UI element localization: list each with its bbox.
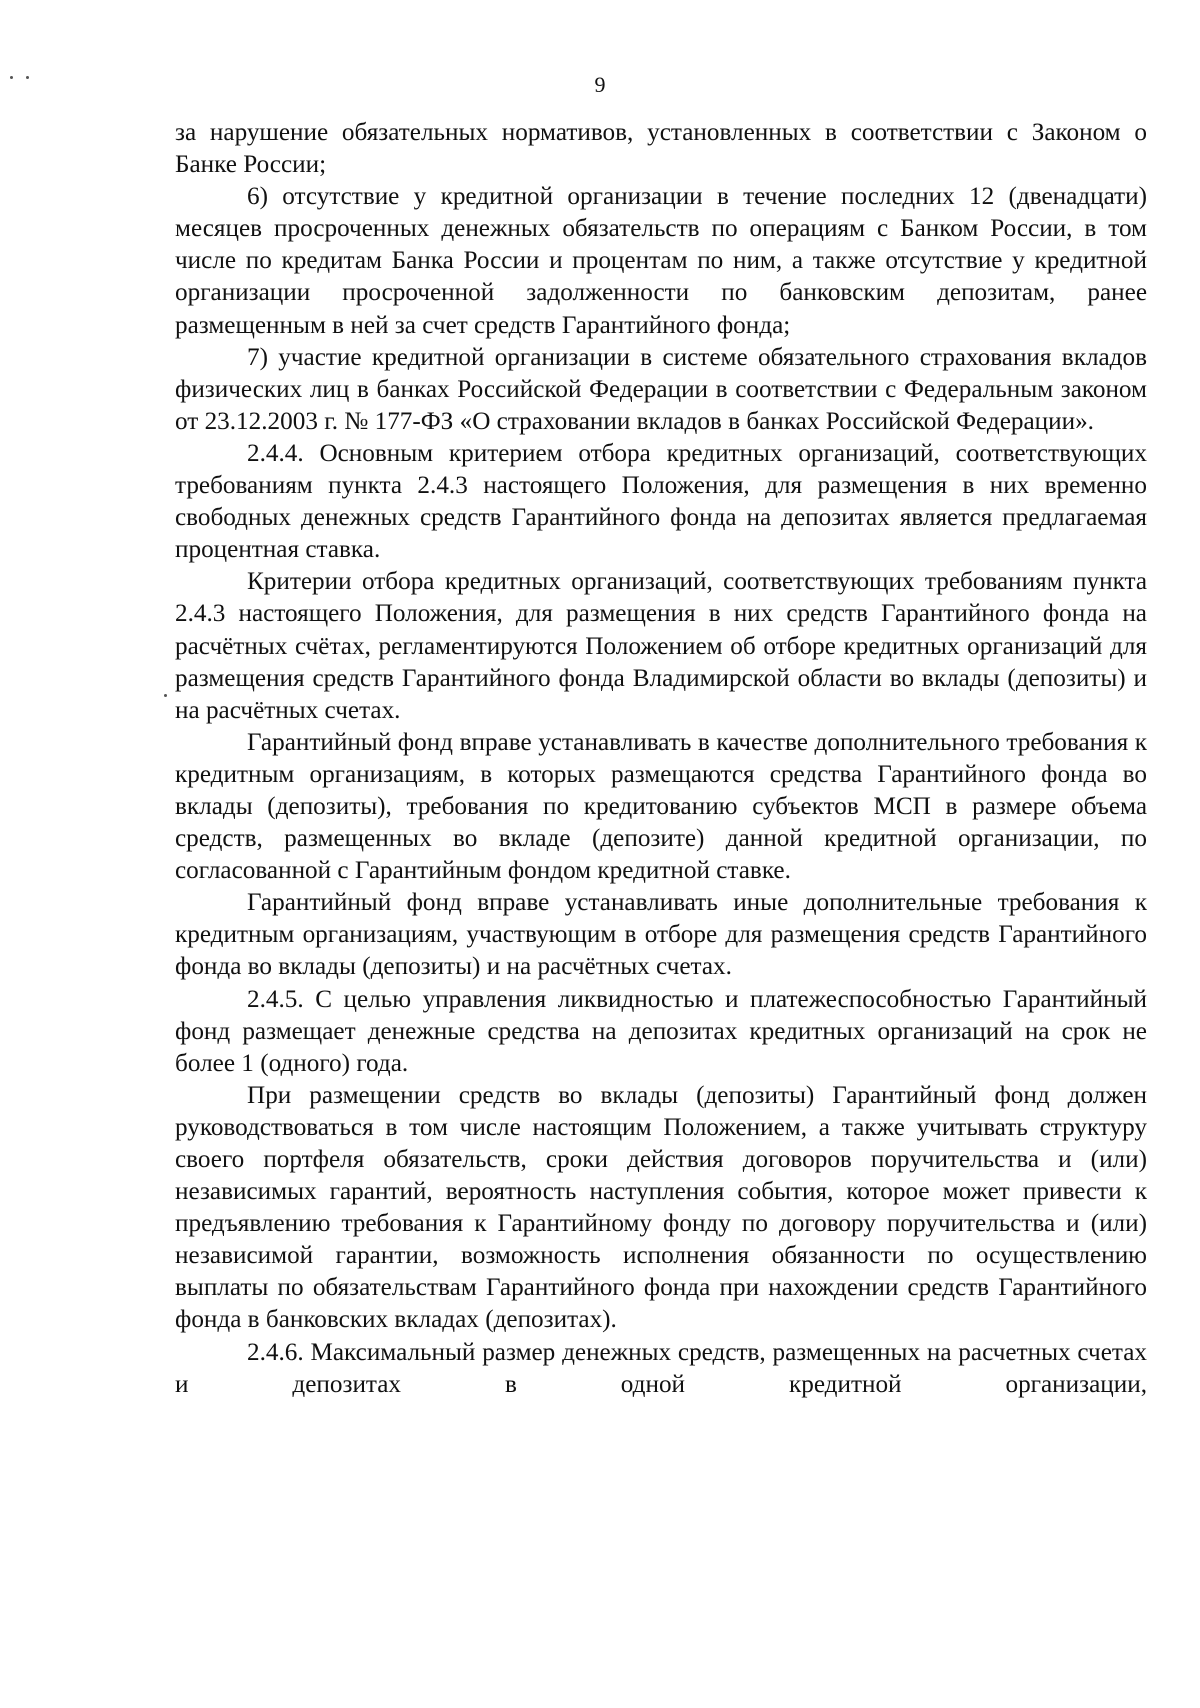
scan-artifact-dot — [10, 76, 13, 79]
paragraph-item-7: 7) участие кредитной организации в системе обязательного страхования вкладов физических лиц в банках Российской Федерации в соответствии с Федеральным законом от 23.12.2003 г. № 177-ФЗ «О страховании вкладов в банках Российской Федерации». — [175, 343, 1147, 435]
paragraph-deposit-placement: При размещении средств во вклады (депозиты) Гарантийный фонд должен руководствоваться в том числе настоящим Положением, а также учитывать структуру своего портфеля обязательств, сроки действия договоров поручительства и (или) независимых гарантий, вероятность наступления события, которое может привести к предъявлению требования к Гарантийному фонду по договору поручительства и (или) независимой гарантии, возможность исполнения обязанности по осуществлению выплаты по обязательствам Гарантийного фонда при нахождении средств Гарантийного фонда в банковских вкладах (депозитах). — [175, 1081, 1147, 1334]
paragraph-additional-requirement: Гарантийный фонд вправе устанавливать в качестве дополнительного требования к кредитным организациям, в которых размещаются средства Гарантийного фонда во вклады (депозиты), требования по кредитованию субъектов МСП в размере объема средств, размещенных во вкладе (депозите) данной кредитной организации, по согласованной с Гарантийным фондом кредитной ставке. — [175, 728, 1147, 885]
scan-artifact-dot — [26, 76, 29, 79]
paragraph-2-4-5: 2.4.5. С целью управления ликвидностью и платежеспособностью Гарантийный фонд размещает денежные средства на депозитах кредитных организаций на срок не более 1 (одного) года. — [175, 985, 1147, 1077]
paragraph-2-4-4: 2.4.4. Основным критерием отбора кредитных организаций, соответствующих требованиям пункта 2.4.3 настоящего Положения, для размещения в них временно свободных денежных средств Гарантийного фонда на депозитах является предлагаемая процентная ставка. — [175, 439, 1147, 564]
scan-artifact-dot — [164, 694, 167, 697]
paragraph-item-6: 6) отсутствие у кредитной организации в течение последних 12 (двенадцати) месяцев просроченных денежных обязательств по операциям с Банком России, в том числе по кредитам Банка России и процентам по ним, а также отсутствие у кредитной организации просроченной задолженности по банковским депозитам, ранее размещенным в ней за счет средств Гарантийного фонда; — [175, 183, 1147, 339]
document-body — [175, 117, 1147, 1401]
paragraph-selection-criteria: Критерии отбора кредитных организаций, соответствующих требованиям пункта 2.4.3 настоящего Положения, для размещения в них средств Гарантийного фонда на расчётных счётах, регламентируются Положением об отборе кредитных организаций для размещения средств Гарантийного фонда Владимирской области во вклады (депозиты) и на расчётных счетах. — [175, 568, 1147, 724]
paragraph-2-4-6: 2.4.6. Максимальный размер денежных средств, размещенных на расчетных счетах и депозитах в одной кредитной организации, — [175, 1338, 1147, 1398]
paragraph-continuation: за нарушение обязательных нормативов, установленных в соответствии с Законом о Банке России; — [175, 119, 1147, 179]
paragraph-other-requirements: Гарантийный фонд вправе устанавливать иные дополнительные требования к кредитным организациям, участвующим в отборе для размещения средств Гарантийного фонда во вклады (депозиты) и на расчётных счетах. — [175, 889, 1147, 981]
page-number: 9 — [594, 72, 606, 97]
